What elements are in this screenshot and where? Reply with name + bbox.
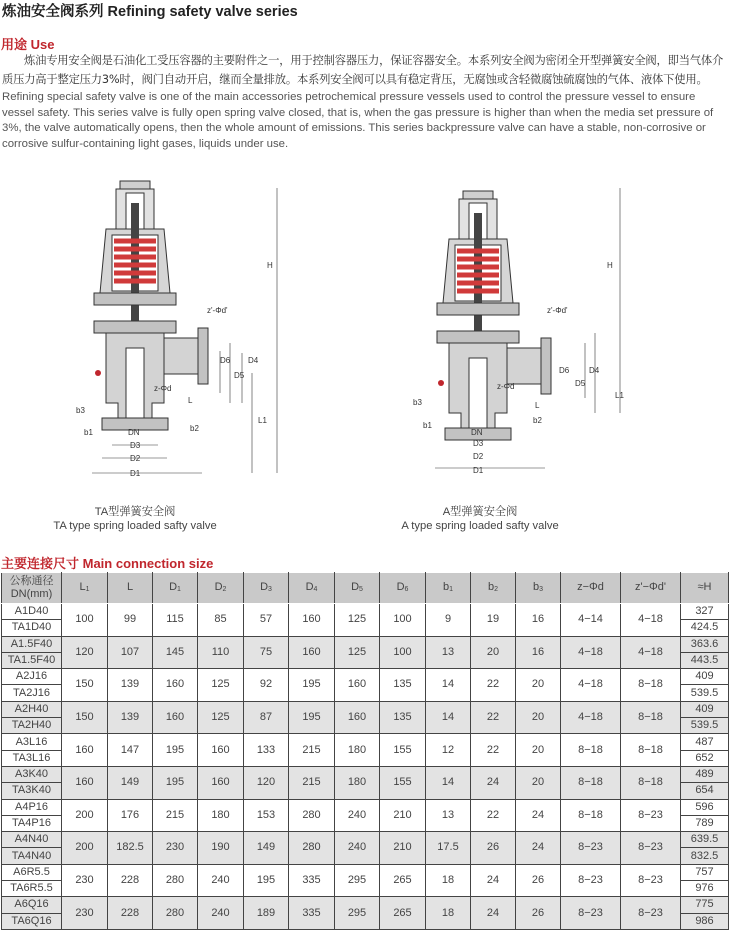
value-cell: 22	[471, 701, 516, 734]
header-sub: 1	[85, 585, 90, 593]
value-cell: 240	[198, 864, 244, 897]
value-cell: 160	[289, 636, 335, 669]
value-cell: 20	[516, 734, 561, 767]
value-cell: 228	[108, 864, 153, 897]
value-cell: 24	[471, 864, 516, 897]
value-cell: 100	[380, 636, 426, 669]
ta-valve-drawing	[76, 181, 277, 478]
value-cell: 85	[198, 604, 244, 637]
height-cell: 539.5	[681, 685, 729, 701]
model-cell: A4P16	[2, 799, 62, 815]
value-cell: 14	[426, 669, 471, 702]
value-cell: 100	[380, 604, 426, 637]
value-cell: 149	[108, 766, 153, 799]
value-cell: 160	[335, 701, 380, 734]
value-cell: 160	[62, 734, 108, 767]
use-text-cn: 炼油专用安全阀是石油化工受压容器的主要附件之一，用于控制容器压力，保证容器安全。本系列安全阀为密闭全开型弹簧安全阀，即当气体介质压力高于整定压力3%时，阀门自动开启，继而全量排放。本系列安全阀可以具有稳定背压，无腐蚀或含轻微腐蚀硫腐蚀的气体、液体下使用。	[2, 54, 724, 86]
value-cell: 160	[335, 669, 380, 702]
value-cell: 133	[244, 734, 289, 767]
value-cell: 20	[516, 701, 561, 734]
dim-DN: DN	[128, 428, 140, 437]
value-cell: 20	[516, 766, 561, 799]
value-cell: 182.5	[108, 832, 153, 865]
a-valve-caption	[385, 505, 575, 533]
table-header-row	[2, 573, 729, 604]
value-cell: 13	[426, 799, 471, 832]
value-cell: 16	[516, 604, 561, 637]
dim-D6: D6	[220, 356, 231, 365]
header-dn-cn: 公称通径	[9, 575, 54, 587]
value-cell: 180	[335, 734, 380, 767]
table-heading: 主要连接尺寸 Main connection size	[1, 556, 214, 571]
value-cell: 230	[153, 832, 198, 865]
value-cell: 14	[426, 701, 471, 734]
dim-L: L	[188, 396, 193, 405]
value-cell: 4−18	[561, 669, 621, 702]
use-text-en: Refining special safety valve is one of the main accessories petrochemical pressure vessels used to control the pressure vessel to ensure vessel safety. This series valve is fully open spring valve closed, that is, when the gas pressure is higher than when the media set pressure of 3%, the valve automatically opens, then the whole amount of emissions. This series backpressure valve can have a stable, non-corrosive or corrosive sulfur-containing light gases, liquids under use.	[2, 91, 714, 150]
caption-cn: A型弹簧安全阀	[442, 506, 518, 518]
caption-cn: TA型弹簧安全阀	[94, 506, 176, 518]
value-cell: 139	[108, 701, 153, 734]
value-cell: 160	[62, 766, 108, 799]
height-cell: 443.5	[681, 652, 729, 668]
model-cell: A3K40	[2, 766, 62, 782]
height-cell: 976	[681, 881, 729, 897]
model-cell: TA2J16	[2, 685, 62, 701]
height-cell: 327	[681, 604, 729, 620]
value-cell: 176	[108, 799, 153, 832]
header-main: D	[214, 580, 223, 593]
value-cell: 150	[62, 701, 108, 734]
header-col	[561, 573, 621, 604]
dim-b2: b2	[533, 416, 542, 425]
dim-D5: D5	[234, 371, 245, 380]
value-cell: 87	[244, 701, 289, 734]
value-cell: 265	[380, 897, 426, 930]
value-cell: 160	[153, 701, 198, 734]
height-cell: 652	[681, 750, 729, 766]
value-cell: 189	[244, 897, 289, 930]
value-cell: 8−18	[621, 669, 681, 702]
header-col	[108, 573, 153, 604]
dim-D1: D1	[473, 466, 484, 475]
model-cell: A2H40	[2, 701, 62, 717]
caption-en: A type spring loaded safty valve	[401, 520, 559, 532]
model-cell: A2J16	[2, 669, 62, 685]
model-cell: A1D40	[2, 604, 62, 620]
value-cell: 8−23	[621, 897, 681, 930]
value-cell: 13	[426, 636, 471, 669]
header-dn-unit: DN(mm)	[10, 588, 53, 600]
value-cell: 145	[153, 636, 198, 669]
value-cell: 195	[244, 864, 289, 897]
value-cell: 20	[516, 669, 561, 702]
dim-L: L	[535, 401, 540, 410]
dim-D2: D2	[473, 452, 484, 461]
value-cell: 22	[471, 669, 516, 702]
header-main: b	[487, 580, 495, 593]
value-cell: 18	[426, 864, 471, 897]
table-row	[2, 897, 729, 913]
dim-D2: D2	[130, 454, 141, 463]
dim-D3: D3	[130, 441, 141, 450]
value-cell: 195	[289, 669, 335, 702]
dim-D5: D5	[575, 379, 586, 388]
model-cell: A6R5.5	[2, 864, 62, 880]
value-cell: 280	[289, 799, 335, 832]
value-cell: 26	[471, 832, 516, 865]
table-row	[2, 604, 729, 620]
dim-L1: L1	[258, 416, 267, 425]
page-title: 炼油安全阀系列 Refining safety valve series	[2, 4, 298, 20]
header-dn	[2, 573, 62, 604]
header-col	[62, 573, 108, 604]
value-cell: 115	[153, 604, 198, 637]
value-cell: 8−18	[621, 701, 681, 734]
header-main: D	[260, 580, 269, 593]
value-cell: 295	[335, 864, 380, 897]
value-cell: 135	[380, 669, 426, 702]
value-cell: 8−23	[561, 897, 621, 930]
value-cell: 24	[516, 832, 561, 865]
height-cell: 757	[681, 864, 729, 880]
header-col	[198, 573, 244, 604]
value-cell: 75	[244, 636, 289, 669]
value-cell: 12	[426, 734, 471, 767]
table-row	[2, 669, 729, 685]
value-cell: 280	[153, 897, 198, 930]
height-cell: 363.6	[681, 636, 729, 652]
value-cell: 200	[62, 832, 108, 865]
dim-b1: b1	[84, 428, 93, 437]
height-cell: 489	[681, 766, 729, 782]
value-cell: 8−18	[621, 734, 681, 767]
dim-zd: z-Φd	[497, 382, 515, 391]
table-row	[2, 832, 729, 848]
value-cell: 139	[108, 669, 153, 702]
height-cell: 654	[681, 783, 729, 799]
header-sub: 6	[404, 585, 409, 593]
header-col	[471, 573, 516, 604]
ta-valve-caption	[40, 505, 230, 533]
value-cell: 160	[198, 734, 244, 767]
value-cell: 210	[380, 832, 426, 865]
value-cell: 8−18	[621, 766, 681, 799]
value-cell: 228	[108, 897, 153, 930]
height-cell: 832.5	[681, 848, 729, 864]
caption-en: TA type spring loaded safty valve	[53, 520, 217, 532]
header-main: z−Φd	[577, 580, 604, 593]
value-cell: 18	[426, 897, 471, 930]
dim-L1: L1	[615, 391, 624, 400]
value-cell: 335	[289, 864, 335, 897]
value-cell: 149	[244, 832, 289, 865]
header-col	[621, 573, 681, 604]
height-cell: 409	[681, 701, 729, 717]
value-cell: 4−14	[561, 604, 621, 637]
dim-zd2: z'-Φd'	[547, 306, 568, 315]
value-cell: 14	[426, 766, 471, 799]
value-cell: 24	[516, 799, 561, 832]
table-row	[2, 701, 729, 717]
value-cell: 195	[289, 701, 335, 734]
value-cell: 26	[516, 864, 561, 897]
model-cell: TA1D40	[2, 620, 62, 636]
header-sub: 2	[494, 585, 499, 593]
table-row	[2, 734, 729, 750]
value-cell: 16	[516, 636, 561, 669]
value-cell: 180	[335, 766, 380, 799]
height-cell: 424.5	[681, 620, 729, 636]
value-cell: 8−23	[561, 832, 621, 865]
model-cell: TA1.5F40	[2, 652, 62, 668]
value-cell: 240	[335, 832, 380, 865]
header-sub: 2	[222, 585, 227, 593]
height-cell: 596	[681, 799, 729, 815]
dim-b3: b3	[413, 398, 422, 407]
value-cell: 8−23	[561, 864, 621, 897]
value-cell: 100	[62, 604, 108, 637]
model-cell: A6Q16	[2, 897, 62, 913]
value-cell: 4−18	[561, 701, 621, 734]
model-cell: TA6R5.5	[2, 881, 62, 897]
header-main: ≈H	[697, 580, 712, 593]
dim-b3: b3	[76, 406, 85, 415]
value-cell: 215	[289, 766, 335, 799]
header-main: b	[442, 580, 450, 593]
value-cell: 200	[62, 799, 108, 832]
model-cell: TA3L16	[2, 750, 62, 766]
header-main: D	[351, 580, 360, 593]
header-sub: 1	[449, 585, 454, 593]
value-cell: 230	[62, 897, 108, 930]
value-cell: 150	[62, 669, 108, 702]
header-main: D	[169, 580, 178, 593]
use-heading: 用途 Use	[1, 37, 55, 52]
value-cell: 99	[108, 604, 153, 637]
height-cell: 639.5	[681, 832, 729, 848]
header-col	[681, 573, 729, 604]
header-col	[516, 573, 561, 604]
dim-b2: b2	[190, 424, 199, 433]
value-cell: 8−23	[621, 864, 681, 897]
value-cell: 280	[153, 864, 198, 897]
header-sub: 4	[313, 585, 318, 593]
model-cell: TA4N40	[2, 848, 62, 864]
dim-zd: z-Φd	[154, 384, 172, 393]
table-row	[2, 864, 729, 880]
header-sub: 1	[177, 585, 181, 593]
model-cell: TA3K40	[2, 783, 62, 799]
value-cell: 160	[289, 604, 335, 637]
dim-D4: D4	[248, 356, 259, 365]
value-cell: 147	[108, 734, 153, 767]
dim-D1: D1	[130, 469, 141, 478]
value-cell: 295	[335, 897, 380, 930]
height-cell: 986	[681, 913, 729, 929]
header-main: D	[305, 580, 314, 593]
value-cell: 190	[198, 832, 244, 865]
value-cell: 4−18	[561, 636, 621, 669]
value-cell: 20	[471, 636, 516, 669]
dim-H: H	[607, 261, 613, 270]
value-cell: 125	[198, 669, 244, 702]
value-cell: 22	[471, 799, 516, 832]
table-row	[2, 799, 729, 815]
value-cell: 17.5	[426, 832, 471, 865]
value-cell: 110	[198, 636, 244, 669]
value-cell: 9	[426, 604, 471, 637]
value-cell: 160	[198, 766, 244, 799]
value-cell: 107	[108, 636, 153, 669]
model-cell: TA6Q16	[2, 913, 62, 929]
header-col	[426, 573, 471, 604]
connection-size-table	[1, 572, 729, 930]
value-cell: 125	[335, 636, 380, 669]
header-col	[153, 573, 198, 604]
value-cell: 8−18	[561, 734, 621, 767]
model-cell: A4N40	[2, 832, 62, 848]
value-cell: 135	[380, 701, 426, 734]
value-cell: 8−23	[621, 832, 681, 865]
value-cell: 240	[198, 897, 244, 930]
header-main: L	[79, 580, 86, 593]
a-valve-drawing	[413, 188, 624, 475]
value-cell: 92	[244, 669, 289, 702]
value-cell: 26	[516, 897, 561, 930]
dim-D4: D4	[589, 366, 600, 375]
model-cell: A1.5F40	[2, 636, 62, 652]
height-cell: 775	[681, 897, 729, 913]
value-cell: 180	[198, 799, 244, 832]
header-col	[380, 573, 426, 604]
value-cell: 160	[153, 669, 198, 702]
use-body	[2, 51, 730, 152]
value-cell: 24	[471, 766, 516, 799]
height-cell: 487	[681, 734, 729, 750]
header-sub: 3	[268, 585, 272, 593]
value-cell: 125	[198, 701, 244, 734]
model-cell: TA2H40	[2, 718, 62, 734]
value-cell: 280	[289, 832, 335, 865]
value-cell: 22	[471, 734, 516, 767]
model-cell: A3L16	[2, 734, 62, 750]
value-cell: 210	[380, 799, 426, 832]
value-cell: 120	[62, 636, 108, 669]
header-col	[289, 573, 335, 604]
header-main: b	[532, 580, 540, 593]
height-cell: 789	[681, 815, 729, 831]
value-cell: 24	[471, 897, 516, 930]
header-main: z'−Φd'	[634, 580, 667, 593]
dim-b1: b1	[423, 421, 432, 430]
table-row	[2, 766, 729, 782]
valve-drawings	[0, 168, 730, 508]
value-cell: 125	[335, 604, 380, 637]
value-cell: 215	[289, 734, 335, 767]
height-cell: 409	[681, 669, 729, 685]
value-cell: 215	[153, 799, 198, 832]
model-cell: TA4P16	[2, 815, 62, 831]
value-cell: 153	[244, 799, 289, 832]
height-cell: 539.5	[681, 718, 729, 734]
value-cell: 120	[244, 766, 289, 799]
value-cell: 57	[244, 604, 289, 637]
dim-D3: D3	[473, 439, 484, 448]
header-sub: 3	[539, 585, 544, 593]
value-cell: 335	[289, 897, 335, 930]
dim-H: H	[267, 261, 273, 270]
value-cell: 8−18	[561, 799, 621, 832]
value-cell: 8−18	[561, 766, 621, 799]
value-cell: 240	[335, 799, 380, 832]
header-col	[335, 573, 380, 604]
value-cell: 155	[380, 766, 426, 799]
header-col	[244, 573, 289, 604]
value-cell: 265	[380, 864, 426, 897]
header-sub: 5	[359, 585, 363, 593]
value-cell: 155	[380, 734, 426, 767]
table-row	[2, 636, 729, 652]
header-main: L	[126, 580, 134, 593]
value-cell: 195	[153, 734, 198, 767]
header-main: D	[396, 580, 405, 593]
value-cell: 19	[471, 604, 516, 637]
dim-zd2: z'-Φd'	[207, 306, 228, 315]
dim-D6: D6	[559, 366, 570, 375]
value-cell: 4−18	[621, 636, 681, 669]
value-cell: 230	[62, 864, 108, 897]
value-cell: 4−18	[621, 604, 681, 637]
value-cell: 195	[153, 766, 198, 799]
dim-DN: DN	[471, 428, 483, 437]
value-cell: 8−23	[621, 799, 681, 832]
